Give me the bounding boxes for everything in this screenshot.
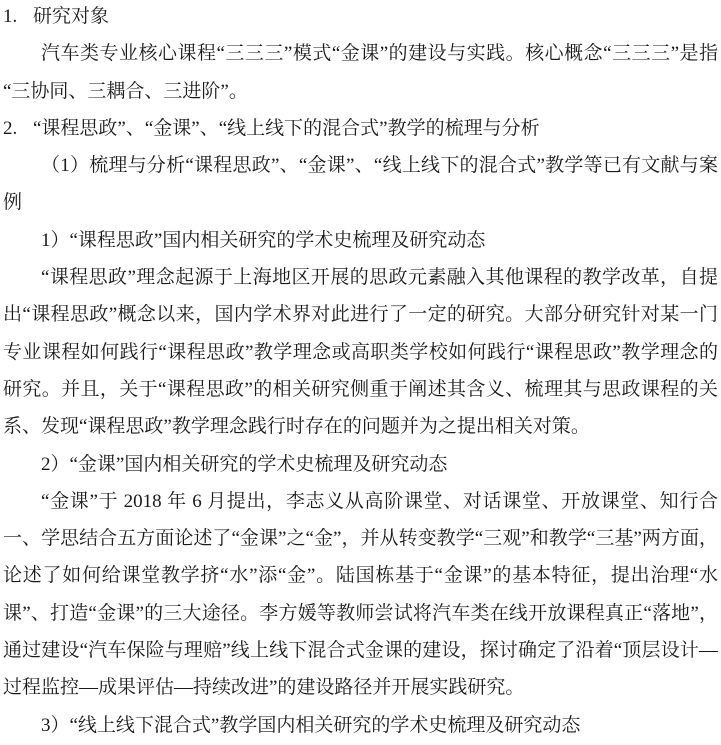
paragraph-point-2-title: 2）“金课”国内相关研究的学术史梳理及研究动态: [41, 453, 448, 475]
heading-number: 1.: [3, 6, 18, 27]
heading-text: “课程思政”、“金课”、“线上线下的混合式”教学的梳理与分析: [33, 117, 540, 139]
numbered-heading-2: [3, 110, 718, 147]
heading-number: 2.: [3, 117, 18, 139]
paragraph-sub-item-1: （1）梳理与分析“课程思政”、“金课”、“线上线下的混合式”教学等已有文献与案例: [3, 155, 718, 214]
paragraph-point-1-body: “课程思政”理念起源于上海地区开展的思政元素融入其他课程的教学改革，自提出“课程思政”概念以来，国内学术界对此进行了一定的研究。大部分研究针对某一门专业课程如何践行“课程思政”教学理念或高职类学校如何践行“课程思政”教学理念的研究。并且，关于“课程思政”的相关研究侧重于阐述其含义、梳理其与思政课程的关系、发现“课程思政”教学理念践行时存在的问题并为之提出相关对策。: [3, 267, 718, 438]
paragraph-research-object: 汽车类专业核心课程“三三三”模式“金课”的建设与实践。核心概念“三三三”是指“三协同、三耦合、三进阶”。: [3, 43, 718, 102]
paragraph-point-1-title: 1）“课程思政”国内相关研究的学术史梳理及研究动态: [41, 229, 486, 251]
paragraph-point-3-title: 3）“线上线下混合式”教学国内相关研究的学术史梳理及研究动态: [41, 714, 581, 736]
numbered-heading-1: [3, 0, 718, 35]
heading-text: 研究对象: [33, 6, 110, 27]
paragraph-point-2-body: “金课”于 2018 年 6 月提出，李志义从高阶课堂、对话课堂、开放课堂、知行合一、学思结合五方面论述了“金课”之“金”，并从转变教学“三观”和教学“三基”两方面，论述了如何给课堂教学挤“水”添“金”。陆国栋基于“金课”的基本特征，提出治理“水课”、打造“金课”的三大途径。李方媛等教师尝试将汽车类在线开放课程真正“落地”，通过建设“汽车保险与理赔”线上线下混合式金课的建设，探讨确定了沿着“顶层设计—过程监控—成果评估—持续改进”的建设路径并开展实践研究。: [3, 490, 718, 699]
